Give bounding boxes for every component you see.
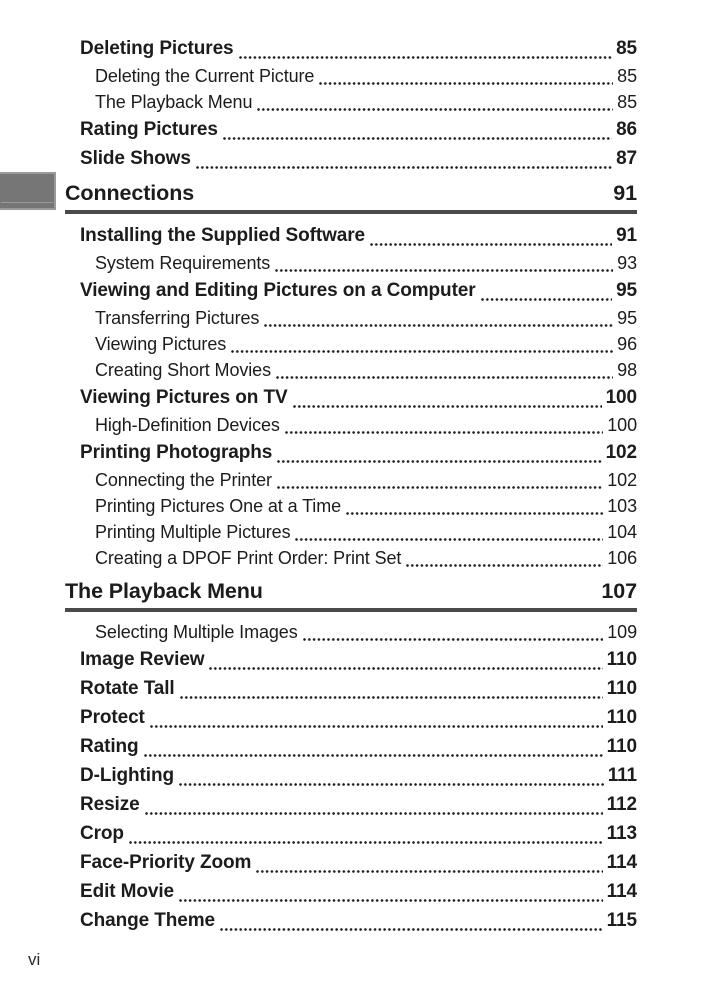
toc-entry-title: Selecting Multiple Images [95,622,298,642]
toc-entry-page: 100 [605,387,637,408]
toc-entry [65,519,637,545]
dot-leader [285,412,604,438]
toc-entry-page: 102 [605,442,637,463]
toc-entry-page: 95 [616,280,637,301]
page-number-footer: vi [28,950,41,969]
toc-entry [65,674,637,703]
toc-entry [65,331,637,357]
toc-entry-page: 110 [606,649,637,670]
toc-entry [65,305,637,331]
toc-entry-page: 115 [606,910,637,931]
toc-entry-title: System Requirements [95,253,271,273]
toc-entry [65,645,637,674]
toc-entry-title: Resize [80,794,140,815]
toc-entry-title: Rating [80,736,139,757]
toc-entry-page: 100 [607,415,637,435]
dot-leader [129,819,604,848]
toc-chapter-title: Connections [65,181,195,205]
toc-entry-page: 93 [617,253,637,273]
toc-entry-title: Printing Photographs [80,442,273,463]
dot-leader [145,790,604,819]
toc-entry-page: 102 [607,470,637,490]
dot-leader [295,519,604,545]
toc-entry [65,545,637,571]
toc-entry-title: Installing the Supplied Software [80,225,365,246]
toc-entry [65,63,637,89]
dot-leader [256,848,603,877]
toc-entry [65,493,637,519]
toc-entry-page: 85 [617,66,637,86]
toc-entry-page: 110 [606,678,637,699]
dot-leader [220,906,604,935]
dot-leader [180,674,604,703]
toc-entry-title: Transferring Pictures [95,308,260,328]
dot-leader [264,305,614,331]
chapter-rule [65,608,637,612]
toc-entry [65,906,637,935]
dot-leader [277,438,602,467]
toc-entry-title: Crop [80,823,124,844]
toc-entry [65,819,637,848]
dot-leader [346,493,604,519]
dot-leader [275,250,614,276]
dot-leader [239,34,614,63]
toc-entry-title: Creating a DPOF Print Order: Print Set [95,548,402,568]
table-of-contents [65,34,637,935]
toc-chapter-title: The Playback Menu [65,579,263,603]
toc-entry-title: Deleting Pictures [80,38,234,59]
dot-leader [231,331,614,357]
toc-entry [65,34,637,63]
toc-entry-title: Change Theme [80,910,215,931]
toc-entry [65,732,637,761]
toc-entry [65,877,637,906]
toc-entry [65,144,637,173]
toc-entry [65,89,637,115]
toc-entry [65,250,637,276]
toc-entry-title: Image Review [80,649,205,670]
toc-entry-title: Edit Movie [80,881,175,902]
toc-entry [65,848,637,877]
toc-entry-title: Deleting the Current Picture [95,66,315,86]
toc-entry-page: 114 [606,852,637,873]
dot-leader [370,221,613,250]
toc-entry-page: 110 [606,736,637,757]
dot-leader [223,115,613,144]
toc-entry [65,412,637,438]
dot-leader [481,276,614,305]
toc-entry [65,115,637,144]
toc-entry-page: 96 [617,334,637,354]
toc-entry-page: 103 [607,496,637,516]
toc-entry [65,467,637,493]
dot-leader [303,619,605,645]
toc-entry [65,790,637,819]
toc-entry [65,619,637,645]
toc-entry [65,761,637,790]
toc-entry-title: The Playback Menu [95,92,253,112]
dot-leader [150,703,604,732]
toc-entry [65,383,637,412]
dot-leader [179,761,605,790]
toc-entry [65,221,637,250]
toc-chapter-page: 107 [601,579,637,603]
toc-entry-page: 114 [606,881,637,902]
toc-chapter-line [65,577,637,605]
dot-leader [293,383,603,412]
dot-leader [257,89,614,115]
toc-entry [65,357,637,383]
dot-leader [209,645,603,674]
toc-entry-title: D-Lighting [80,765,174,786]
toc-entry-page: 113 [606,823,637,844]
toc-entry-title: Viewing Pictures on TV [80,387,288,408]
toc-chapter-header [65,577,637,612]
toc-entry-page: 112 [606,794,637,815]
toc-entry [65,276,637,305]
toc-chapter-line [65,179,637,207]
toc-entry-page: 95 [617,308,637,328]
dot-leader [144,732,604,761]
toc-chapter-header [65,179,637,214]
toc-entry-page: 85 [617,92,637,112]
dot-leader [277,467,604,493]
toc-entry-page: 98 [617,360,637,380]
toc-entry-title: Rating Pictures [80,119,218,140]
chapter-rule [65,210,637,214]
dot-leader [276,357,614,383]
toc-entry-page: 85 [616,38,637,59]
chapter-tab-marker [0,172,56,210]
toc-entry-title: Face-Priority Zoom [80,852,252,873]
toc-entry [65,438,637,467]
toc-entry-title: Connecting the Printer [95,470,272,490]
toc-entry-page: 86 [616,119,637,140]
toc-entry-title: Creating Short Movies [95,360,271,380]
toc-entry-title: Slide Shows [80,148,191,169]
toc-entry-title: Printing Multiple Pictures [95,522,291,542]
toc-entry-page: 110 [606,707,637,728]
dot-leader [406,545,604,571]
toc-entry-title: Rotate Tall [80,678,175,699]
toc-entry-title: Viewing Pictures [95,334,227,354]
toc-entry-page: 109 [607,622,637,642]
toc-entry [65,703,637,732]
toc-chapter-page: 91 [613,181,637,205]
toc-entry-title: Printing Pictures One at a Time [95,496,342,516]
toc-entry-page: 111 [607,765,637,786]
dot-leader [319,63,614,89]
toc-entry-page: 104 [607,522,637,542]
dot-leader [196,144,613,173]
toc-entry-title: Protect [80,707,145,728]
toc-entry-page: 106 [607,548,637,568]
toc-entry-title: High-Definition Devices [95,415,280,435]
toc-entry-title: Viewing and Editing Pictures on a Computer [80,280,476,301]
dot-leader [179,877,604,906]
toc-entry-page: 91 [616,225,637,246]
toc-entry-page: 87 [616,148,637,169]
